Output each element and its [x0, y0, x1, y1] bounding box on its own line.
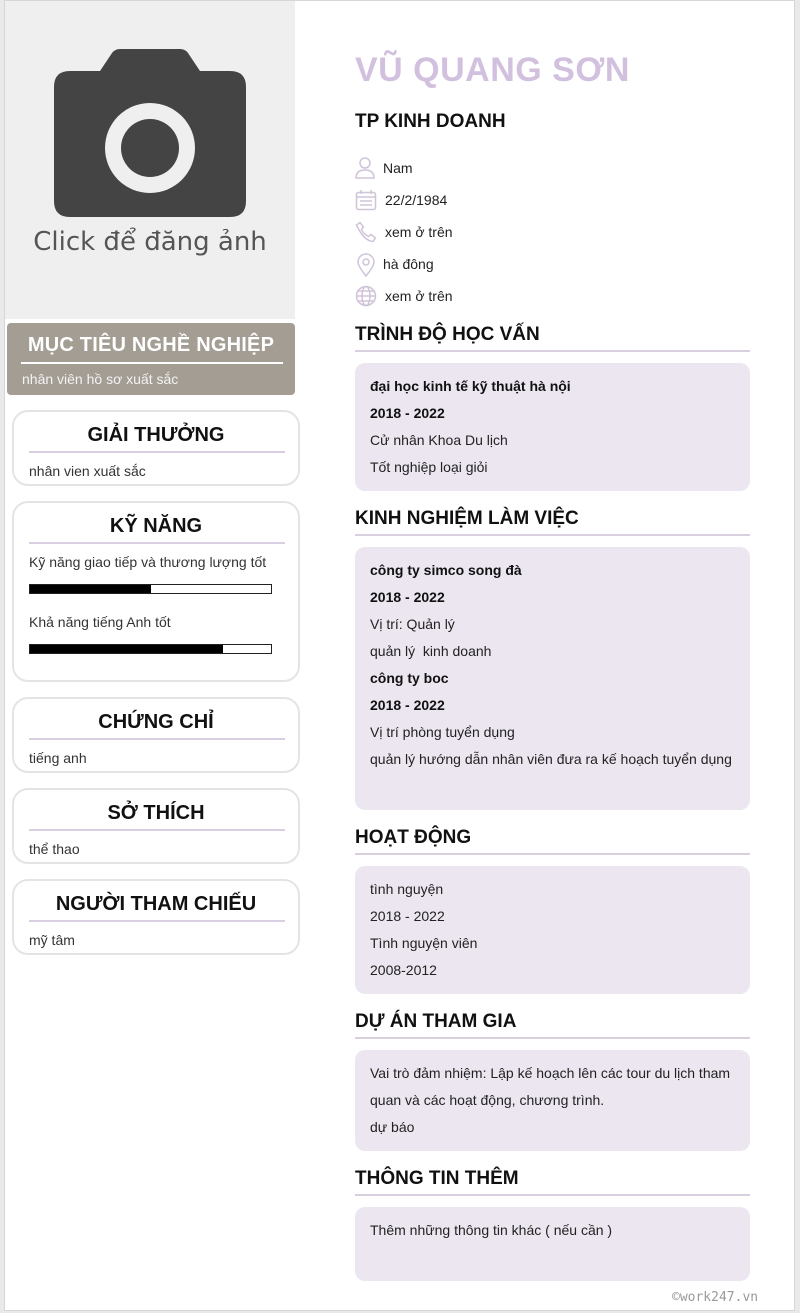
left-column [5, 1, 300, 1312]
awards-text[interactable]: nhân vien xuất sắc [29, 463, 146, 479]
job-period[interactable]: 2018 - 2022 [370, 697, 445, 713]
activity-line[interactable]: 2008-2012 [370, 962, 437, 978]
experience-title: KINH NGHIỆM LÀM VIỆC [355, 508, 750, 536]
skill-bar [29, 584, 272, 594]
awards-title: GIẢI THƯỞNG [87, 424, 225, 446]
info-gender [355, 157, 655, 181]
phone-icon [355, 221, 377, 243]
globe-icon [355, 285, 377, 307]
education-school[interactable]: đại học kinh tế kỹ thuật hà nội [370, 378, 571, 394]
candidate-position[interactable]: TP KINH DOANH [355, 111, 506, 132]
phone-value[interactable]: xem ở trên [385, 224, 453, 240]
references-text[interactable]: mỹ tâm [29, 932, 75, 948]
objective-title: MỤC TIÊU NGHỀ NGHIỆP [27, 334, 275, 356]
education-period[interactable]: 2018 - 2022 [370, 405, 445, 421]
job-role[interactable]: Vị trí: Quản lý [370, 616, 455, 632]
skills-title: KỸ NĂNG [109, 515, 203, 537]
objective-text[interactable]: nhân viên hồ sơ xuất sắc [22, 371, 179, 387]
info-birthday [355, 189, 655, 213]
website-value[interactable]: xem ở trên [385, 288, 453, 304]
job-company[interactable]: công ty boc [370, 670, 449, 686]
certificates-title: CHỨNG CHỈ [98, 711, 214, 733]
skill-bar-fill [30, 585, 151, 593]
education-major[interactable]: Cử nhân Khoa Du lịch [370, 432, 508, 448]
job-period[interactable]: 2018 - 2022 [370, 589, 445, 605]
job-description[interactable]: quản lý kinh doanh [370, 643, 492, 659]
info-website [355, 285, 655, 309]
skills-divider [29, 542, 285, 544]
objective-section [7, 323, 295, 395]
experience-box [355, 547, 750, 810]
references-title: NGƯỜI THAM CHIẾU [55, 893, 257, 915]
references-section [12, 879, 300, 955]
photo-upload[interactable] [5, 1, 295, 319]
skill-bar [29, 644, 272, 654]
job-company[interactable]: công ty simco song đà [370, 562, 522, 578]
certificates-section [12, 697, 300, 773]
cv-page [4, 0, 795, 1311]
hobbies-text[interactable]: thể thao [29, 841, 80, 857]
education-grade[interactable]: Tốt nghiệp loại giỏi [370, 459, 488, 475]
candidate-name[interactable]: VŨ QUANG SƠN [355, 51, 630, 89]
skill-bar-fill [30, 645, 223, 653]
photo-upload-label: Click để đăng ảnh [33, 227, 267, 257]
info-phone [355, 221, 655, 245]
watermark: ©work247.vn [672, 1290, 759, 1305]
education-title: TRÌNH ĐỘ HỌC VẤN [355, 324, 750, 352]
info-address [355, 253, 655, 277]
education-box [355, 363, 750, 491]
camera-icon [54, 49, 246, 217]
activity-line[interactable]: tình nguyện [370, 881, 444, 897]
additional-text[interactable]: Thêm những thông tin khác ( nếu cần ) [370, 1222, 613, 1238]
project-role[interactable]: Vai trò đảm nhiệm: Lập kế hoạch lên các tour du lịch tham quan và các hoạt động, chương trình. [370, 1065, 731, 1108]
skills-section [12, 501, 300, 682]
awards-section [12, 410, 300, 486]
certificates-text[interactable]: tiếng anh [29, 750, 87, 766]
hobbies-title: SỞ THÍCH [107, 802, 205, 824]
activity-line[interactable]: Tình nguyện viên [370, 935, 478, 951]
skill-label[interactable]: Kỹ năng giao tiếp và thương lượng tốt [29, 554, 267, 570]
gender-value[interactable]: Nam [383, 160, 413, 176]
projects-title: DỰ ÁN THAM GIA [355, 1011, 750, 1039]
activity-line[interactable]: 2018 - 2022 [370, 908, 445, 924]
calendar-icon [355, 189, 377, 211]
skill-label[interactable]: Khả năng tiếng Anh tốt [29, 614, 171, 630]
address-value[interactable]: hà đông [383, 256, 434, 272]
location-icon [355, 253, 377, 277]
birthday-value[interactable]: 22/2/1984 [385, 192, 448, 208]
activities-box [355, 866, 750, 994]
project-name[interactable]: dự báo [370, 1119, 415, 1135]
additional-title: THÔNG TIN THÊM [355, 1168, 750, 1196]
job-description[interactable]: quản lý hướng dẫn nhân viên đưa ra kế hoạch tuyển dụng [370, 751, 732, 767]
hobbies-section [12, 788, 300, 864]
additional-box [355, 1207, 750, 1281]
person-icon [355, 157, 375, 179]
activities-title: HOẠT ĐỘNG [355, 827, 750, 855]
job-role[interactable]: Vị trí phòng tuyển dụng [370, 724, 515, 740]
projects-box [355, 1050, 750, 1151]
